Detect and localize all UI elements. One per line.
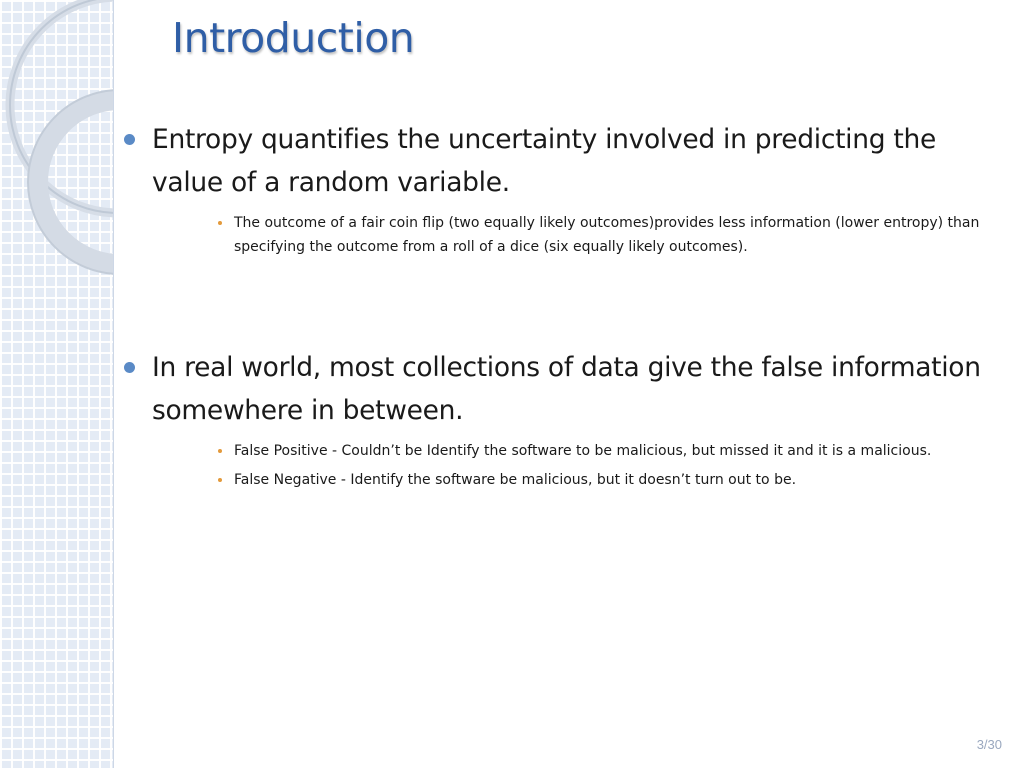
bullet-text: Entropy quantifies the uncertainty involved in predicting the value of a random variable. — [152, 124, 936, 198]
sub-bullet-icon — [218, 449, 222, 453]
bullet-text: In real world, most collections of data give the false information somewhere in between. — [152, 352, 981, 426]
bullet-real-world — [118, 346, 1003, 432]
slide-title: Introduction — [172, 14, 415, 62]
bullet-entropy — [118, 118, 1003, 204]
page-number: 3/30 — [976, 737, 1002, 752]
sub-bullet-list — [118, 440, 1003, 492]
bullet-icon — [124, 134, 135, 145]
bullet-icon — [124, 362, 135, 373]
sub-bullet-text: False Negative - Identify the software be malicious, but it doesn’t turn out to be. — [234, 471, 797, 488]
sub-bullet-icon — [218, 221, 222, 225]
sub-bullet-list — [118, 212, 1003, 259]
sub-bullet-icon — [218, 478, 222, 482]
sub-bullet-coin-flip — [234, 212, 994, 259]
sub-bullet-text: The outcome of a fair coin flip (two equally likely outcomes)provides less information (lower entropy) than specifying the outcome from a roll of a dice (six equally likely outcomes). — [234, 215, 980, 255]
decorative-side-panel — [0, 0, 114, 768]
sub-bullet-text: False Positive - Couldn’t be Identify the software to be malicious, but missed it and it is a malicious. — [234, 443, 932, 459]
decorative-circles — [0, 0, 113, 768]
sub-bullet-false-positive — [234, 440, 994, 464]
spacer — [118, 264, 1003, 346]
sub-bullet-false-negative — [234, 469, 994, 493]
slide-content — [118, 118, 1003, 497]
